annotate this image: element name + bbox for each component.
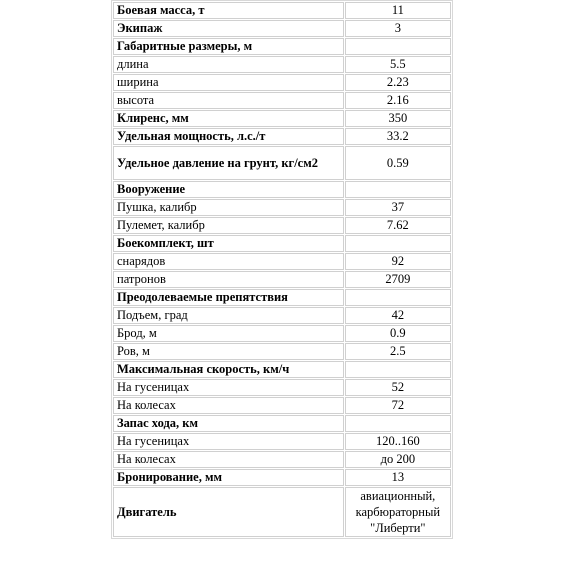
row-value: 350: [345, 110, 451, 127]
table-row: [113, 146, 451, 180]
row-label: Удельная мощность, л.с./т: [113, 128, 344, 145]
row-value: [345, 38, 451, 55]
row-value: 33.2: [345, 128, 451, 145]
specifications-table: [111, 0, 453, 539]
row-label: Пулемет, калибр: [113, 217, 344, 234]
table-row: [113, 397, 451, 414]
table-row: [113, 74, 451, 91]
section-label: Максимальная скорость, км/ч: [113, 361, 344, 378]
row-value: 72: [345, 397, 451, 414]
table-row: [113, 343, 451, 360]
row-label: Экипаж: [113, 20, 344, 37]
table-row: [113, 217, 451, 234]
table-row: [113, 110, 451, 127]
table-row: [113, 289, 451, 306]
row-value: [345, 361, 451, 378]
row-label: высота: [113, 92, 344, 109]
row-value: 11: [345, 2, 451, 19]
row-label: снарядов: [113, 253, 344, 270]
row-label: На колесах: [113, 451, 344, 468]
row-value: 42: [345, 307, 451, 324]
row-value: 2.16: [345, 92, 451, 109]
row-label: Двигатель: [113, 487, 344, 537]
table-row: [113, 361, 451, 378]
table-row: [113, 2, 451, 19]
row-value: 52: [345, 379, 451, 396]
table-row: [113, 199, 451, 216]
table-row: [113, 487, 451, 537]
row-label: На колесах: [113, 397, 344, 414]
row-value: [345, 235, 451, 252]
table-row: [113, 56, 451, 73]
row-label: Бронирование, мм: [113, 469, 344, 486]
row-value: 3: [345, 20, 451, 37]
row-value: 37: [345, 199, 451, 216]
row-label: Ров, м: [113, 343, 344, 360]
table-row: [113, 451, 451, 468]
row-value: 0.9: [345, 325, 451, 342]
row-label: Пушка, калибр: [113, 199, 344, 216]
row-label: Брод, м: [113, 325, 344, 342]
row-value: авиационный, карбюраторный "Либерти": [345, 487, 451, 537]
row-label: Подъем, град: [113, 307, 344, 324]
row-value: 92: [345, 253, 451, 270]
table-row: [113, 38, 451, 55]
table-row: [113, 20, 451, 37]
table-row: [113, 469, 451, 486]
table-row: [113, 415, 451, 432]
section-label: Преодолеваемые препятствия: [113, 289, 344, 306]
section-label: Вооружение: [113, 181, 344, 198]
table-row: [113, 235, 451, 252]
section-label: Габаритные размеры, м: [113, 38, 344, 55]
row-value: 13: [345, 469, 451, 486]
table-row: [113, 92, 451, 109]
row-label: На гусеницах: [113, 433, 344, 450]
row-value: 0.59: [345, 146, 451, 180]
row-value: 7.62: [345, 217, 451, 234]
row-label: Клиренс, мм: [113, 110, 344, 127]
row-label: ширина: [113, 74, 344, 91]
section-label: Запас хода, км: [113, 415, 344, 432]
row-value: [345, 181, 451, 198]
table-row: [113, 433, 451, 450]
table-row: [113, 253, 451, 270]
table-row: [113, 181, 451, 198]
row-label: длина: [113, 56, 344, 73]
table-row: [113, 307, 451, 324]
row-label: На гусеницах: [113, 379, 344, 396]
section-label: Боекомплект, шт: [113, 235, 344, 252]
table-row: [113, 271, 451, 288]
table-row: [113, 379, 451, 396]
table-row: [113, 325, 451, 342]
row-value: 2.23: [345, 74, 451, 91]
row-value: [345, 415, 451, 432]
row-value: до 200: [345, 451, 451, 468]
row-label: патронов: [113, 271, 344, 288]
row-value: [345, 289, 451, 306]
row-value: 2709: [345, 271, 451, 288]
row-value: 120..160: [345, 433, 451, 450]
row-value: 2.5: [345, 343, 451, 360]
row-label: Удельное давление на грунт, кг/см2: [113, 146, 344, 180]
row-label: Боевая масса, т: [113, 2, 344, 19]
row-value: 5.5: [345, 56, 451, 73]
table-row: [113, 128, 451, 145]
